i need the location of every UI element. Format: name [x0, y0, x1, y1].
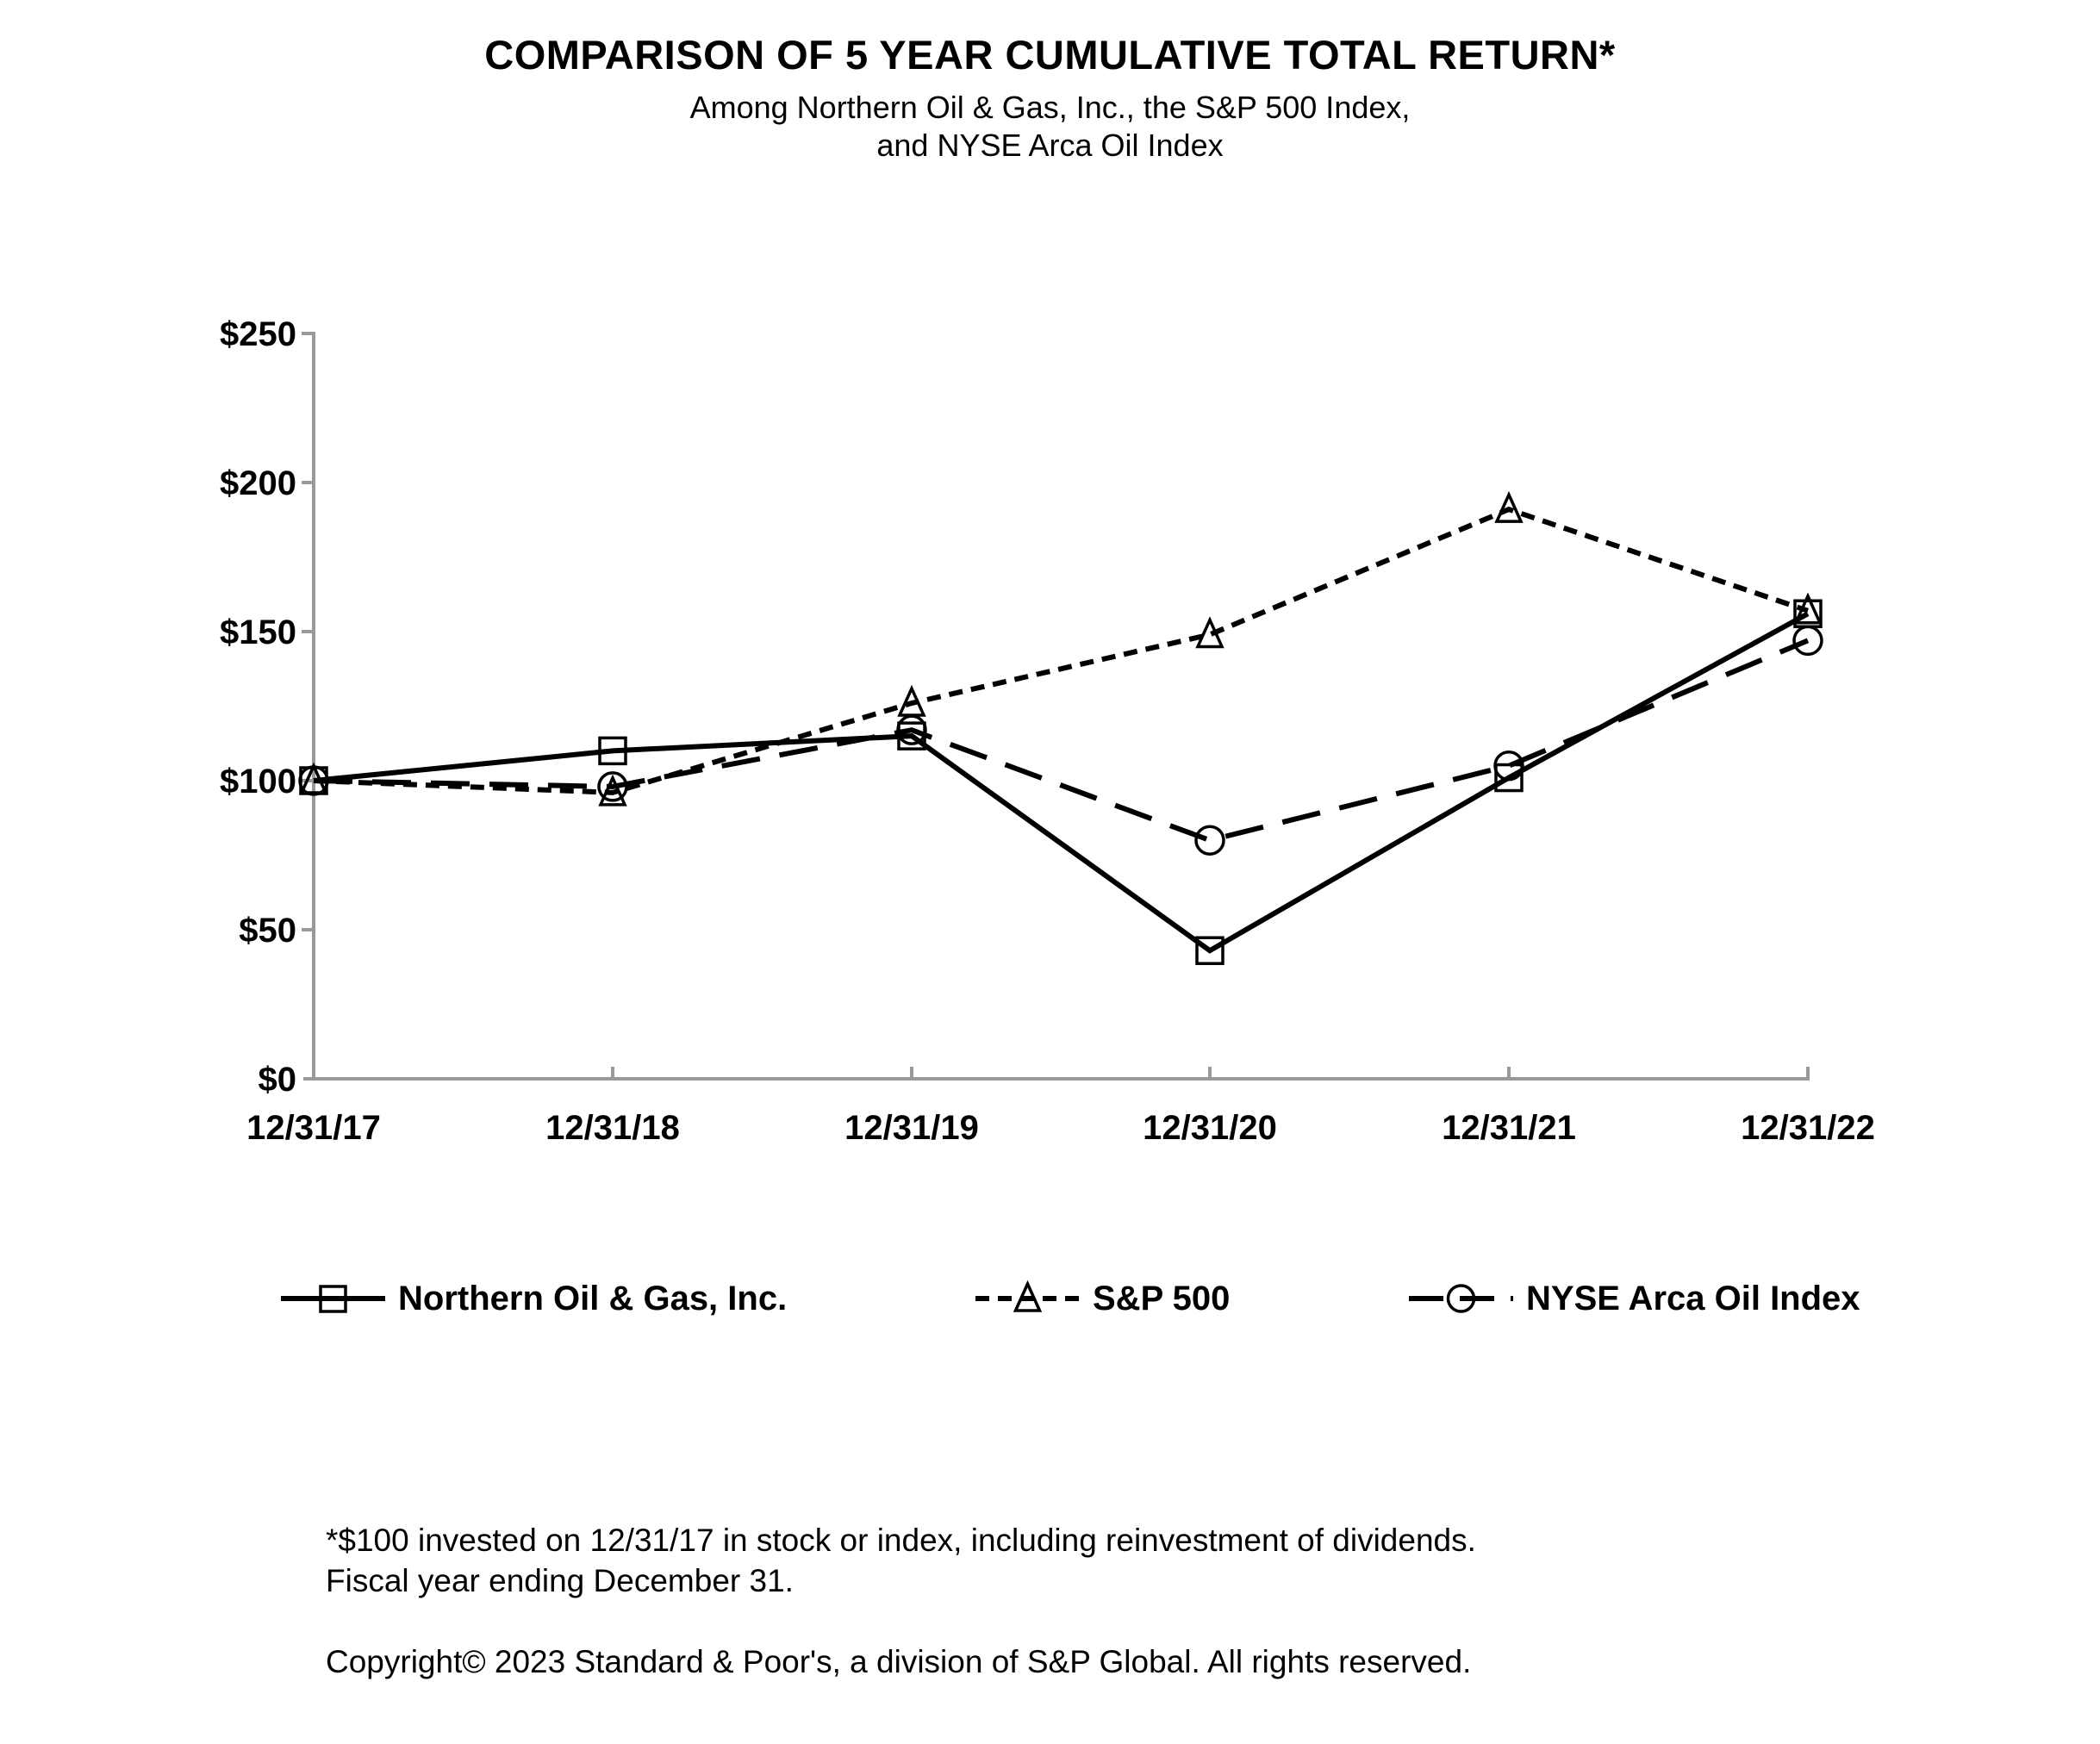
x-axis-label: 12/31/21	[1442, 1109, 1576, 1147]
marker-circle	[1196, 826, 1224, 854]
chart-subtitle-line1: Among Northern Oil & Gas, Inc., the S&P 500 Index,	[689, 90, 1411, 125]
legend-sample-solid-line-square-icon	[279, 1280, 387, 1317]
x-axis-label: 12/31/17	[246, 1109, 381, 1147]
series-line-northern-oil-gas-inc	[314, 614, 1808, 950]
x-axis-label: 12/31/18	[545, 1109, 680, 1147]
x-axis-label: 12/31/19	[844, 1109, 979, 1147]
footnote-copyright: Copyright© 2023 Standard & Poor's, a division of S&P Global. All rights reserved.	[326, 1644, 1472, 1679]
chart-subtitle-line2: and NYSE Arca Oil Index	[876, 128, 1224, 163]
y-axis-label: $150	[220, 614, 296, 651]
legend-item-nyse-arca-oil	[1407, 1273, 1860, 1324]
series-line-s-p-500	[314, 509, 1808, 793]
legend-label-sp500: S&P 500	[1093, 1279, 1231, 1317]
x-axis-label: 12/31/22	[1741, 1109, 1875, 1147]
y-axis-label: $50	[239, 912, 296, 950]
y-axis-label: $200	[220, 464, 296, 502]
legend-label-northern-oil-gas: Northern Oil & Gas, Inc.	[398, 1279, 788, 1317]
legend-item-sp500	[974, 1273, 1230, 1324]
legend-item-northern-oil-gas	[279, 1273, 787, 1324]
y-axis-label: $100	[220, 763, 296, 800]
footnote-fiscal-year: Fiscal year ending December 31.	[326, 1563, 794, 1598]
y-axis-label: $250	[220, 315, 296, 353]
x-axis-label: 12/31/20	[1143, 1109, 1277, 1147]
chart-footnotes	[326, 1520, 1476, 1682]
y-axis-label: $0	[258, 1061, 296, 1099]
chart-title: COMPARISON OF 5 YEAR CUMULATIVE TOTAL RETURN*	[484, 32, 1616, 78]
legend-label-nyse-arca-oil: NYSE Arca Oil Index	[1526, 1279, 1860, 1317]
legend-sample-dashed-line-circle-icon	[1407, 1280, 1515, 1317]
footnote-invested: *$100 invested on 12/31/17 in stock or index, including reinvestment of dividends.	[326, 1523, 1476, 1558]
legend-sample-dotted-line-triangle-icon	[974, 1280, 1081, 1317]
